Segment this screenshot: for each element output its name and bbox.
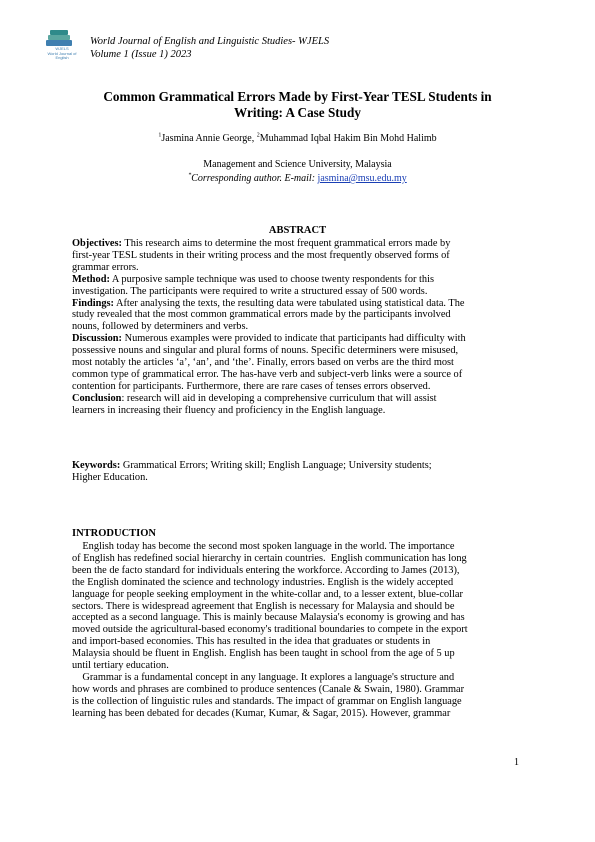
intro-line: how words and phrases are combined to produce sentences (Canale & Swain, 1980). Grammar — [72, 683, 465, 695]
corr-email-link[interactable]: jasmina@msu.edu.my — [317, 173, 407, 184]
keywords-line: Higher Education. — [72, 471, 148, 483]
objectives-label: Objectives: — [72, 238, 122, 249]
corr-mark: * — [188, 172, 192, 179]
journal-name: World Journal of English and Linguistic Studies- WJELS — [90, 36, 330, 47]
corr-label: Corresponding author. E-mail: — [191, 173, 318, 184]
intro-line: moved outside the agricultural-based economy's traditional boundaries to compete in the export — [72, 624, 468, 636]
intro-line: Malaysia should be fluent in English. English has been taught in school from the age of 5 up — [72, 648, 455, 660]
author-mark: 2 — [256, 132, 260, 139]
author-name: Jasmina Annie George, — [161, 133, 257, 144]
abstract-line: nouns, followed by determiners and verbs. — [72, 321, 249, 333]
conclusion-label: Conclusion — [72, 392, 122, 404]
intro-line: the English dominated the science and technology industries. English is the widely accepted — [72, 576, 454, 588]
abstract-line: study revealed that the most common grammatical errors made by the participants involved — [72, 309, 451, 321]
abstract-heading: ABSTRACT — [268, 225, 327, 236]
intro-line: is the collection of linguistic rules and standards. The impact of grammar on English language — [72, 695, 462, 707]
intro-line: accepted as a second language. This is mainly because Malaysia's economy is growing and has — [72, 612, 465, 624]
title-line: Writing: A Case Study — [234, 105, 361, 120]
author-name: Muhammad Iqbal Hakim Bin Mohd Halimb — [259, 133, 437, 144]
intro-line: learning has been debated for decades (Kumar, Kumar, & Sagar, 2015). However, grammar — [72, 707, 451, 719]
author-list — [72, 133, 523, 145]
findings-label: Findings: — [72, 297, 114, 309]
abstract-line: learners in increasing their fluency and proficiency in the English language. — [72, 404, 386, 416]
intro-line: Grammar is a fundamental concept in any language. It explores a language's structure and — [72, 671, 455, 683]
intro-line: until tertiary education. — [72, 660, 169, 672]
intro-line: language for people seeking employment in the white-collar and, to a lesser extent, blue-collar — [72, 588, 463, 600]
method-label: Method: — [72, 273, 110, 285]
corresponding-author — [72, 173, 523, 185]
discussion-label: Discussion: — [72, 333, 123, 345]
introduction-heading: INTRODUCTION — [72, 528, 157, 539]
abstract-line: most notably the articles ‘a’, ‘an’, and ‘the’. Finally, errors based on verbs are the third most — [72, 357, 454, 369]
page-number: 1 — [514, 757, 519, 768]
intro-line: English today has become the second most spoken language in the world. The importance — [72, 541, 455, 552]
author-mark: 1 — [158, 132, 162, 139]
keywords-line: Keywords: Grammatical Errors; Writing skill; English Language; University students; — [72, 460, 432, 471]
abstract-line: contention for participants. Furthermore, there are rare cases of tenses errors observed. — [72, 380, 431, 392]
introduction-body — [72, 541, 523, 720]
intro-line: and import-based economies. This has resulted in the idea that graduates or students in — [72, 636, 431, 648]
abstract-line: common type of grammatical error. The has-have verb and subject-verb links were a source of — [72, 368, 463, 380]
intro-line: sectors. There is widespread agreement that English is necessary for Malaysia and should be — [72, 600, 455, 612]
abstract-line: Objectives: This research aims to determine the most frequent grammatical errors made by — [72, 238, 451, 249]
journal-volume: Volume 1 (Issue 1) 2023 — [90, 49, 192, 60]
title-line: Common Grammatical Errors Made by First-Year TESL Students in — [103, 89, 492, 104]
paper-title — [72, 89, 523, 121]
abstract-line: Discussion: Numerous examples were provided to indicate that participants had difficulty with — [72, 333, 466, 345]
journal-logo — [44, 24, 82, 62]
abstract-line: possessive nouns and singular and plural forms of nouns. Specific determiners were misused, — [72, 345, 459, 357]
affiliation: Management and Science University, Malaysia — [203, 159, 392, 170]
abstract-line: Method: A purposive sample technique was used to choose twenty respondents for this — [72, 273, 434, 285]
journal-header — [90, 35, 329, 61]
intro-line: of English has redefined social hierarchy in certain countries. English communication has long — [72, 552, 467, 564]
intro-line: been the de facto standard for individuals entering the workforce. According to James (2013), — [72, 564, 460, 576]
abstract-line: investigation. The participants were required to write a structured essay of 500 words. — [72, 285, 428, 297]
logo-lettering: WJELS World Journal of English — [47, 46, 77, 60]
keywords — [72, 460, 523, 484]
abstract-body — [72, 238, 523, 417]
abstract-line: Conclusion: research will aid in developing a comprehensive curriculum that will assist — [72, 392, 437, 404]
abstract-line: Findings: After analysing the texts, the resulting data were tabulated using statistical data. The — [72, 297, 465, 309]
abstract-line: first-year TESL students in their writing process and the most frequently observed forms of — [72, 249, 450, 261]
abstract-line: grammar errors. — [72, 261, 139, 273]
keywords-label: Keywords: — [72, 460, 121, 471]
